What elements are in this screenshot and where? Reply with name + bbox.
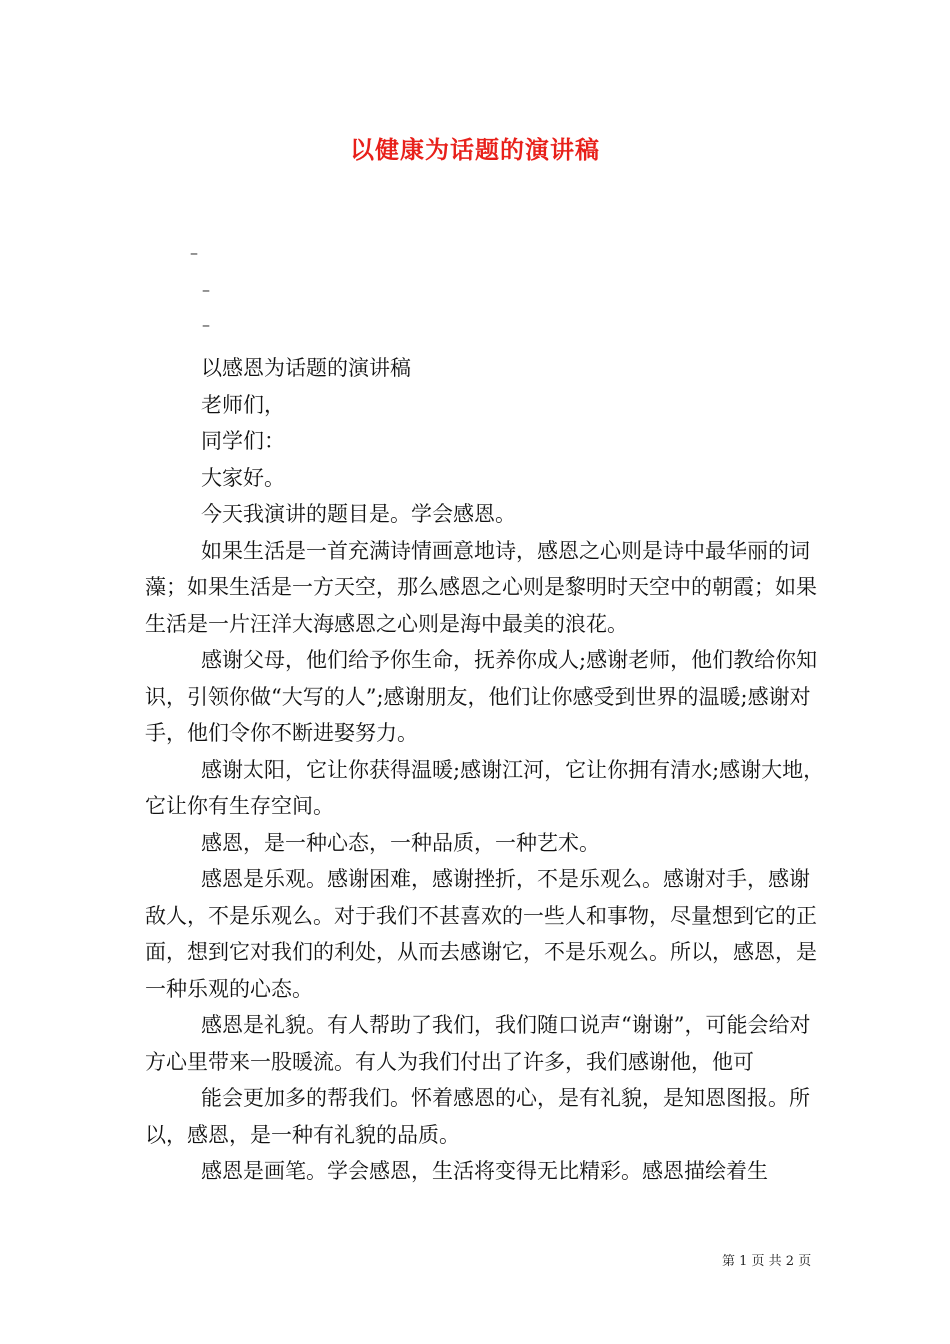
paragraph: 感恩是画笔。学会感恩，生活将变得无比精彩。感恩描绘着生 — [201, 1159, 768, 1183]
paragraph: 感谢太阳，它让你获得温暖;感谢江河，它让你拥有清水;感谢大地，它让你有生存空间。 — [145, 757, 825, 818]
paragraph: 能会更加多的帮我们。怀着感恩的心，是有礼貌，是知恩图报。所以，感恩，是一种有礼貌的品质。 — [145, 1086, 810, 1147]
paragraph: 感恩，是一种心态，一种品质，一种艺术。 — [201, 830, 600, 855]
paragraph: 感恩是礼貌。有人帮助了我们，我们随口说声“谢谢”，可能会给对方心里带来一股暖流。有人为我们付出了许多，我们感谢他，他可 — [145, 1013, 811, 1074]
paragraph: 今天我演讲的题目是。学会感恩。 — [201, 502, 516, 526]
document-body — [145, 350, 825, 1190]
dash-mark: – — [190, 243, 198, 262]
dash-mark: – — [202, 280, 210, 299]
paragraph: 以感恩为话题的演讲稿 — [201, 356, 411, 380]
document-title: 以健康为话题的演讲稿 — [350, 135, 600, 164]
paragraph: 如果生活是一首充满诗情画意地诗，感恩之心则是诗中最华丽的词藻；如果生活是一方天空，那么感恩之心则是黎明时天空中的朝霞；如果生活是一片汪洋大海感恩之心则是海中最美的浪花。 — [145, 538, 817, 636]
page-number: 第 1 页 共 2 页 — [722, 1254, 812, 1269]
paragraph: 感恩是乐观。感谢困难，感谢挫折，不是乐观么。感谢对手，感谢敌人，不是乐观么。对于我们不甚喜欢的一些人和事物，尽量想到它的正面，想到它对我们的利处，从而去感谢它，不是乐观么。所以，感恩，是一种乐观的心态。 — [145, 867, 817, 1001]
dash-mark: – — [202, 315, 210, 334]
paragraph: 同学们： — [201, 429, 285, 453]
paragraph: 大家好。 — [201, 465, 285, 490]
paragraph: 感谢父母，他们给予你生命，抚养你成人;感谢老师，他们教给你知识，引领你做“大写的人”;感谢朋友，他们让你感受到世界的温暖;感谢对手，他们令你不断进娶努力。 — [145, 648, 818, 745]
paragraph: 老师们， — [201, 392, 285, 417]
